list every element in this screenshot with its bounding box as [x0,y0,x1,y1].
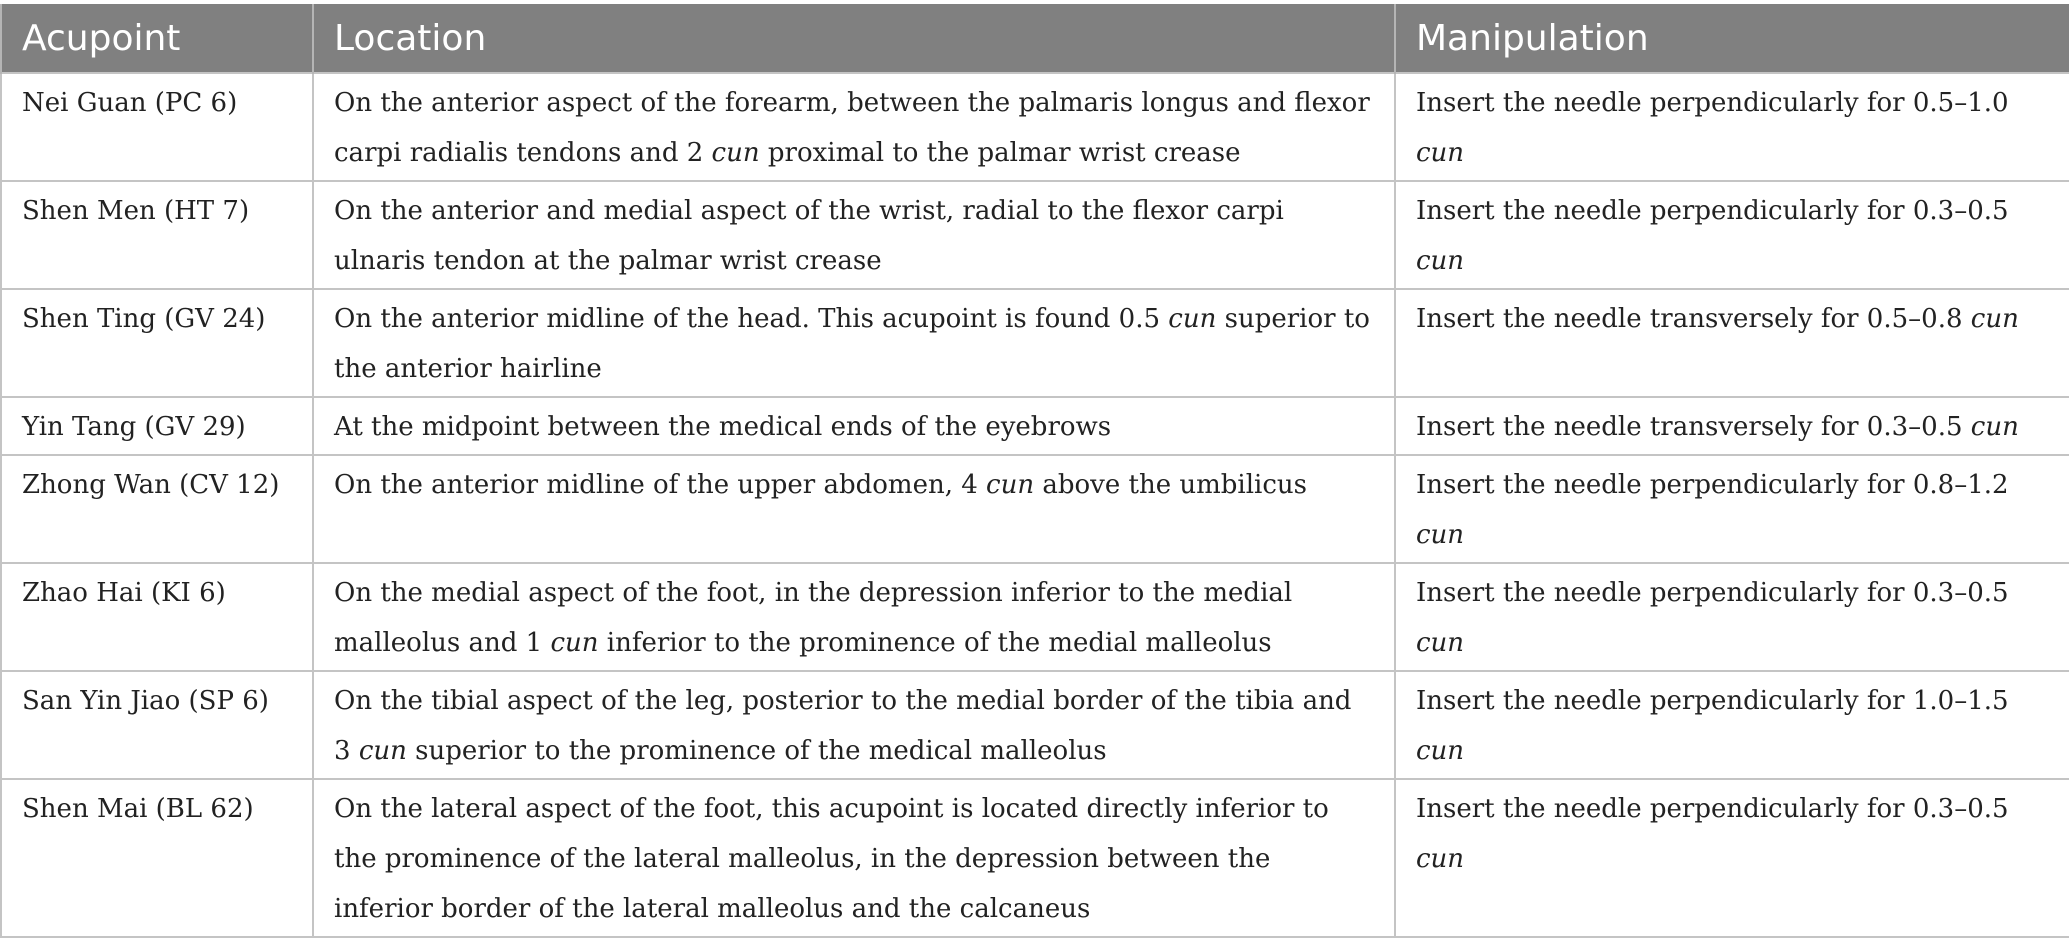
acupoint-cell: Shen Mai (BL 62) [1,779,313,937]
acupoint-cell: Nei Guan (PC 6) [1,73,313,181]
unit-cun-italic: cun [986,470,1035,500]
location-cell [313,73,1395,181]
text-segment: above the umbilicus [1034,470,1307,500]
manipulation-cell [1395,289,2069,397]
location-cell [313,289,1395,397]
manipulation-cell [1395,563,2069,671]
acupoint-table [0,4,2069,938]
text-segment: Insert the needle perpendicularly for 0.3–0.5 [1416,196,2009,226]
unit-cun-italic: cun [1416,520,1465,550]
text-segment: Insert the needle perpendicularly for 0.3–0.5 [1416,578,2009,608]
acupoint-cell: Yin Tang (GV 29) [1,397,313,455]
header-row [1,4,2069,73]
text-segment: On the lateral aspect of the foot, this acupoint is located directly inferior to the prominence of the lateral malleolus, in the depression between the inferior border of the lateral malleolus and the calcaneus [334,794,1329,924]
unit-cun-italic: cun [1970,412,2019,442]
text-segment: On the medial aspect of the foot, in the depression inferior to the medial malleolus and 1 [334,578,1293,658]
text-segment: superior to the anterior hairline [334,304,1370,384]
text-segment: On the anterior aspect of the forearm, between the palmaris longus and flexor carpi radialis tendons and 2 [334,88,1370,168]
text-segment: On the anterior midline of the head. This acupoint is found 0.5 [334,304,1169,334]
location-cell [313,181,1395,289]
table-row [1,455,2069,563]
location-cell [313,779,1395,937]
manipulation-cell [1395,455,2069,563]
table-row [1,671,2069,779]
text-segment: On the tibial aspect of the leg, posterior to the medial border of the tibia and 3 [334,686,1352,766]
unit-cun-italic: cun [1416,736,1465,766]
table-row [1,397,2069,455]
acupoint-table-container [0,4,2069,938]
location-cell [313,563,1395,671]
table-row [1,73,2069,181]
manipulation-cell [1395,779,2069,937]
text-segment: On the anterior midline of the upper abdomen, 4 [334,470,987,500]
header-acupoint: Acupoint [1,4,313,73]
acupoint-cell: Shen Ting (GV 24) [1,289,313,397]
table-row [1,563,2069,671]
unit-cun-italic: cun [1416,844,1465,874]
acupoint-cell: Shen Men (HT 7) [1,181,313,289]
unit-cun-italic: cun [1416,628,1465,658]
text-segment: inferior to the prominence of the medial malleolus [598,628,1272,658]
unit-cun-italic: cun [711,138,760,168]
manipulation-cell [1395,181,2069,289]
table-row [1,289,2069,397]
text-segment: Insert the needle perpendicularly for 0.3–0.5 [1416,794,2009,824]
acupoint-cell: Zhong Wan (CV 12) [1,455,313,563]
table-body [1,73,2069,937]
manipulation-cell [1395,73,2069,181]
unit-cun-italic: cun [1970,304,2019,334]
text-segment: Insert the needle perpendicularly for 1.0–1.5 [1416,686,2009,716]
manipulation-cell [1395,397,2069,455]
table-row [1,181,2069,289]
location-cell [313,397,1395,455]
header-location: Location [313,4,1395,73]
text-segment: At the midpoint between the medical ends of the eyebrows [334,412,1112,442]
text-segment: Insert the needle transversely for 0.3–0.5 [1416,412,1971,442]
location-cell [313,455,1395,563]
unit-cun-italic: cun [358,736,407,766]
text-segment: On the anterior and medial aspect of the wrist, radial to the flexor carpi ulnaris tendon at the palmar wrist crease [334,196,1284,276]
manipulation-cell [1395,671,2069,779]
acupoint-cell: Zhao Hai (KI 6) [1,563,313,671]
text-segment: Insert the needle perpendicularly for 0.8–1.2 [1416,470,2009,500]
location-cell [313,671,1395,779]
unit-cun-italic: cun [550,628,599,658]
header-manipulation: Manipulation [1395,4,2069,73]
text-segment: Insert the needle transversely for 0.5–0.8 [1416,304,1971,334]
unit-cun-italic: cun [1416,138,1465,168]
table-row [1,779,2069,937]
acupoint-cell: San Yin Jiao (SP 6) [1,671,313,779]
unit-cun-italic: cun [1168,304,1217,334]
unit-cun-italic: cun [1416,246,1465,276]
text-segment: superior to the prominence of the medical malleolus [406,736,1107,766]
text-segment: Insert the needle perpendicularly for 0.5–1.0 [1416,88,2009,118]
text-segment: proximal to the palmar wrist crease [759,138,1241,168]
table-header [1,4,2069,73]
